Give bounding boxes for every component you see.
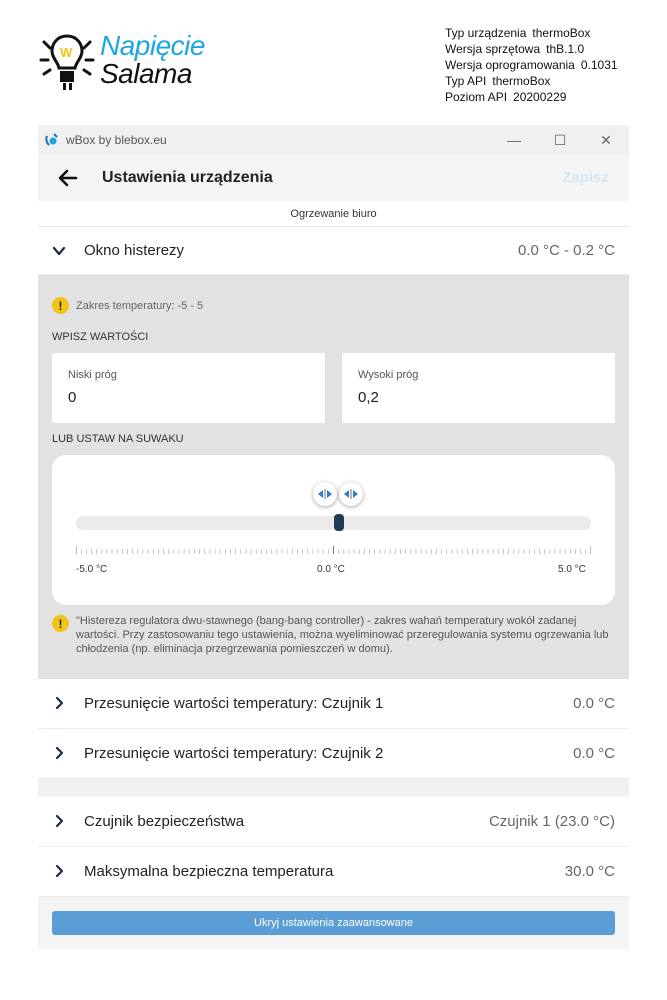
max-safe-temp-label: Maksymalna bezpieczna temperatura (84, 863, 334, 880)
high-threshold-value[interactable]: 0,2 (358, 389, 379, 406)
range-slider-card (52, 455, 615, 605)
max-safe-temp-value: 30.0 °C (564, 863, 615, 880)
minimize-button[interactable]: — (507, 132, 521, 148)
slider-caption: LUB USTAW NA SUWAKU (52, 433, 184, 445)
svg-text:W: W (60, 45, 73, 60)
hide-advanced-settings-button[interactable]: Ukryj ustawienia zaawansowane (52, 911, 615, 935)
chevron-right-icon (52, 864, 66, 878)
safety-sensor-label: Czujnik bezpieczeństwa (84, 813, 245, 830)
app-bar (38, 155, 629, 201)
device-info-value: thermoBox (492, 74, 551, 88)
maximize-button[interactable]: ☐ (553, 131, 567, 148)
logo-text (100, 32, 205, 88)
low-threshold-field[interactable] (52, 353, 325, 423)
warning-icon: ! (52, 615, 69, 632)
device-info-key: Poziom API (445, 90, 508, 104)
safety-sensor-row[interactable] (38, 797, 629, 847)
close-button[interactable]: ✕ (600, 131, 612, 148)
high-threshold-field[interactable] (342, 353, 615, 423)
footer-area (38, 897, 629, 949)
device-info-row (445, 41, 618, 57)
wbox-app-icon (44, 132, 60, 148)
chevron-right-icon (52, 746, 66, 760)
high-thumb[interactable] (339, 482, 363, 506)
slider-thumbs (311, 480, 367, 508)
device-name-subheader: Ogrzewanie biuro (38, 201, 629, 227)
range-info (52, 297, 203, 314)
device-info-row (445, 73, 618, 89)
page-title: Ustawienia urządzenia (102, 169, 273, 186)
logo-line-2: Salama (100, 58, 192, 89)
hysteresis-note-text: "Histereza regulatora dwu-stawnego (bang-bang controller) - zakres wahań temperatury wokół zadanej wartości. Przy zastosowaniu tego ustawienia, można wyeliminować przeregulowania systemu ogrzewania lub chłodzenia (np. eliminacja przegrzewania pomieszczeń w domu). (76, 615, 609, 655)
tick-label-mid: 0.0 °C (317, 564, 345, 575)
app-window (38, 125, 629, 945)
tick-label-max: 5.0 °C (558, 564, 586, 575)
hysteresis-note (52, 614, 612, 656)
slider-ticks (76, 546, 591, 554)
slider-handle[interactable] (334, 514, 344, 531)
device-info-value: thB.1.0 (546, 42, 585, 56)
device-info-row (445, 25, 618, 41)
hysteresis-value: 0.0 °C - 0.2 °C (517, 242, 615, 259)
window-controls (491, 125, 629, 155)
device-info-row (445, 57, 618, 73)
device-info-value: 20200229 (513, 90, 567, 104)
hysteresis-panel (38, 275, 629, 679)
device-info (445, 25, 618, 105)
high-threshold-label: Wysoki próg (358, 369, 419, 381)
max-safe-temp-row[interactable] (38, 847, 629, 897)
window-title: wBox by blebox.eu (66, 133, 167, 147)
offset-sensor-2-label: Przesunięcie wartości temperatury: Czujnik 2 (84, 745, 384, 762)
napiecie-salama-logo (38, 28, 238, 92)
chevron-right-icon (52, 814, 66, 828)
device-info-key: Typ API (445, 74, 487, 88)
safety-sensor-value: Czujnik 1 (23.0 °C) (488, 813, 615, 830)
hysteresis-label: Okno histerezy (84, 242, 185, 259)
warning-icon: ! (52, 297, 69, 314)
hysteresis-row[interactable] (38, 227, 629, 275)
device-info-key: Wersja oprogramowania (445, 58, 575, 72)
enter-values-caption: WPISZ WARTOŚCI (52, 331, 149, 343)
offset-sensor-1-row[interactable] (38, 679, 629, 729)
back-arrow-icon[interactable] (56, 166, 80, 190)
lightbulb-icon (38, 28, 100, 92)
offset-sensor-2-value: 0.0 °C (573, 745, 615, 762)
low-threshold-label: Niski próg (68, 369, 117, 381)
device-info-value: thermoBox (532, 26, 591, 40)
arrows-left-right-icon (318, 489, 332, 499)
device-info-key: Wersja sprzętowa (445, 42, 541, 56)
device-info-key: Typ urządzenia (445, 26, 527, 40)
device-info-row (445, 89, 618, 105)
section-gap (38, 779, 629, 797)
offset-sensor-1-value: 0.0 °C (573, 695, 615, 712)
save-button[interactable]: Zapisz (562, 169, 609, 186)
logo-line-1: Napięcie (100, 30, 205, 61)
low-threshold-value[interactable]: 0 (68, 389, 77, 406)
device-info-value: 0.1031 (580, 58, 618, 72)
offset-sensor-2-row[interactable] (38, 729, 629, 779)
low-thumb[interactable] (313, 482, 337, 506)
tick-label-min: -5.0 °C (76, 564, 108, 575)
chevron-right-icon (52, 696, 66, 710)
range-info-text: Zakres temperatury: -5 - 5 (76, 299, 204, 312)
offset-sensor-1-label: Przesunięcie wartości temperatury: Czujnik 1 (84, 695, 384, 712)
window-titlebar[interactable] (38, 125, 629, 155)
chevron-down-icon (52, 244, 66, 258)
arrows-left-right-icon (344, 489, 358, 499)
